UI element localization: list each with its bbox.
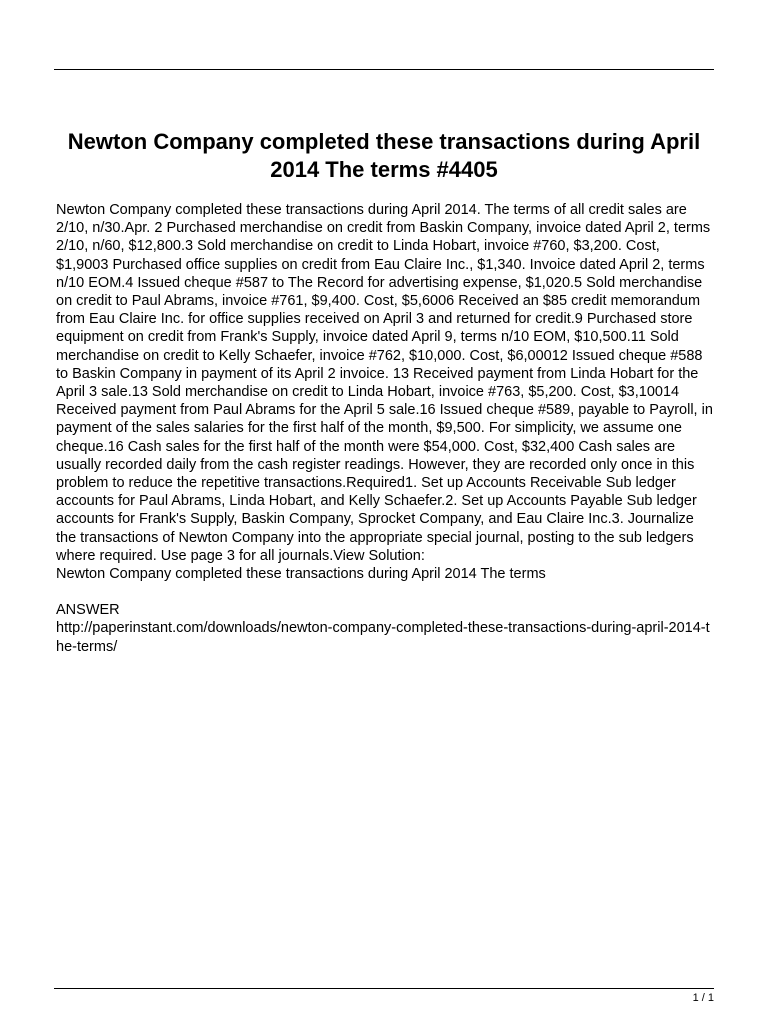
document-title: Newton Company completed these transactions during April 2014 The terms #4405 [67, 129, 701, 182]
paragraph-spacer [56, 583, 716, 601]
answer-link[interactable]: http://paperinstant.com/downloads/newton-company-completed-these-transactions-during-april-2014-the-terms/ [56, 620, 710, 655]
header-rule [54, 69, 714, 70]
page-number: 1 / 1 [692, 992, 714, 1004]
document-body [56, 201, 716, 656]
answer-label: ANSWER [56, 602, 120, 619]
footer-rule [54, 988, 714, 989]
body-paragraph: Newton Company completed these transactions during April 2014. The terms of all credit sales are 2/10, n/30.Apr. 2 Purchased merchandise on credit from Baskin Company, invoice dated April 2, terms 2/10, n/60, $12,800.3 Sold merchandise on credit to Linda Hobart, invoice #760, $3,200. Cost, $1,9003 Purchased office supplies on credit from Eau Claire Inc., $1,340. Invoice dated April 2, terms n/10 EOM.4 Issued cheque #587 to The Record for advertising expense, $1,020.5 Sold merchandise on credit to Paul Abrams, invoice #761, $9,400. Cost, $5,6006 Received an $85 credit memorandum from Eau Claire Inc. for office supplies received on April 3 and returned for credit.9 Purchased store equipment on credit from Frank's Supply, invoice dated April 9, terms n/10 EOM, $10,500.11 Sold merchandise on credit to Kelly Schaefer, invoice #762, $10,000. Cost, $6,00012 Issued cheque #588 to Baskin Company in payment of its April 2 invoice. 13 Received payment from Linda Hobart for the April 3 sale.13 Sold merchandise on credit to Linda Hobart, invoice #763, $5,200. Cost, $3,10014 Received payment from Paul Abrams for the April 5 sale.16 Issued cheque #589, payable to Payroll, in payment of the sales salaries for the first half of the month, $9,500. For simplicity, we assume one cheque.16 Cash sales for the first half of the month were $54,000. Cost, $32,400 Cash sales are usually recorded daily from the cash register readings. However, they are recorded only once in this problem to reduce the repetitive transactions.Required1. Set up Accounts Receivable Sub ledger accounts for Paul Abrams, Linda Hobart, and Kelly Schaefer.2. Set up Accounts Payable Sub ledger accounts for Frank's Supply, Baskin Company, Sprocket Company, and Eau Claire Inc.3. Journalize the transactions of Newton Company into the appropriate special journal, posting to the sub ledgers where required. Use page 3 for all journals.View Solution: [56, 202, 713, 564]
solution-line: Newton Company completed these transactions during April 2014 The terms [56, 566, 546, 583]
